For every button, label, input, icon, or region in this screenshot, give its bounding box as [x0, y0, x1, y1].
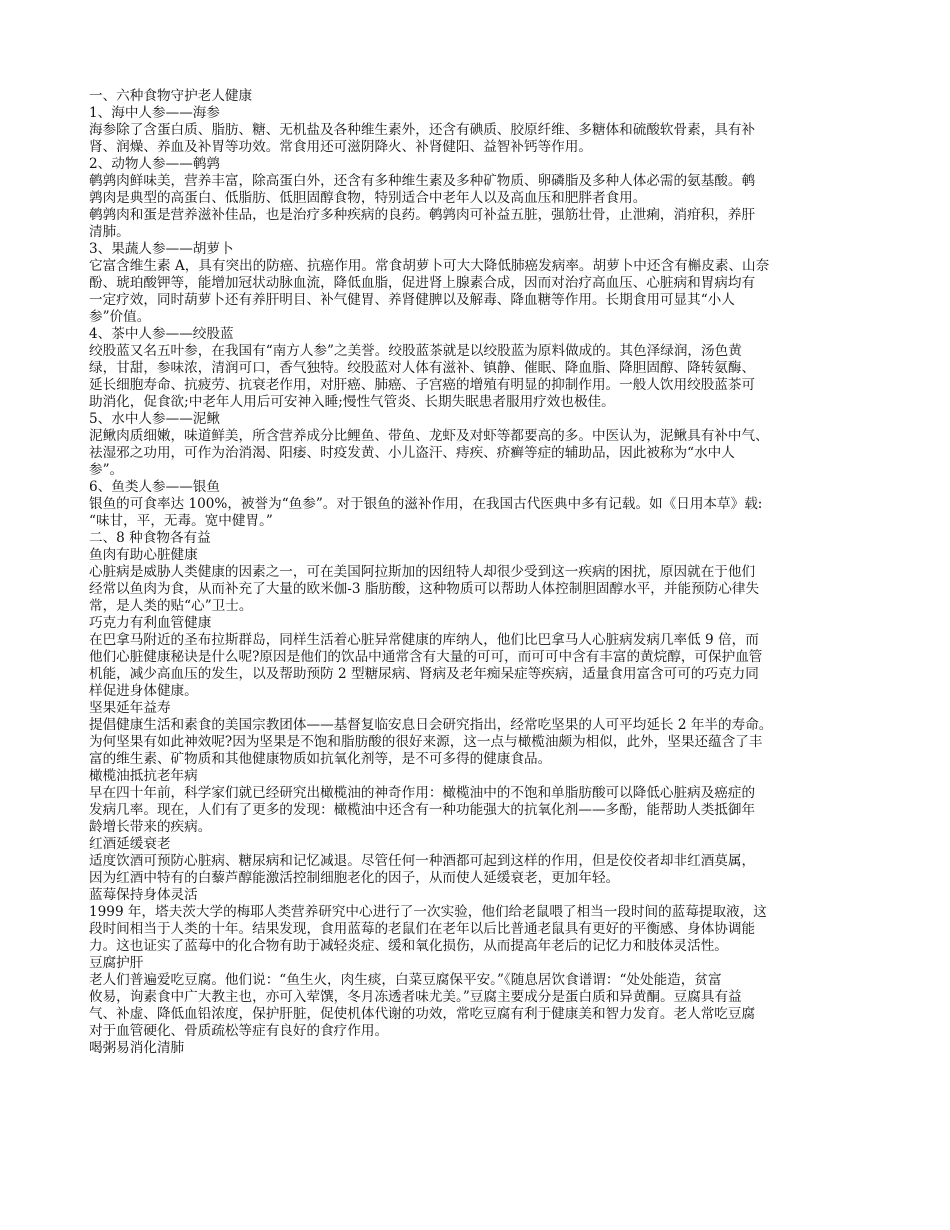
text-line: 3、果蔬人参——胡萝卜 [89, 241, 234, 257]
document-page [89, 88, 861, 1057]
text-line: 一定疗效，同时葫萝卜还有养肝明目、补气健胃、养肾健脾以及解毒、降血糖等作用。长期食用可显其“小人 [89, 292, 735, 308]
text-line: 参”。 [89, 462, 124, 478]
text-line: 它富含维生素 A，具有突出的防癌、抗癌作用。常食胡萝卜可大大降低肺癌发病率。胡萝卜中还含有槲皮素、山奈 [89, 258, 770, 274]
text-line: 助消化，促食欲;中老年人用后可安神入睡;慢性气管炎、长期失眠患者服用疗效也极佳。 [89, 394, 615, 410]
text-line: 红酒延缓衰老 [89, 836, 171, 852]
text-line: 祛湿邪之功用，可作为治消渴、阳痿、时疫发黄、小儿盗汗、痔疾、疥癣等症的辅助品，因此被称为“水中人 [89, 445, 735, 461]
text-line: 银鱼的可食率达 100%，被誉为“鱼参”。对于银鱼的滋补作用，在我国古代医典中多有记载。如《日用本草》载: [89, 496, 763, 512]
text-line: 鹌鹑肉鲜味美，营养丰富，除高蛋白外，还含有多种维生素及多种矿物质、卵磷脂及多种人体必需的氨基酸。鹌 [89, 173, 756, 189]
text-line: 绿，甘甜，参味浓，清润可口，香气独特。绞股蓝对人体有滋补、镇静、催眠、降血脂、降胆固醇、降转氨酶、 [89, 360, 756, 376]
text-line: 力。这也证实了蓝莓中的化合物有助于减轻炎症、缓和氧化损伤，从而提高年老后的记忆力和肢体灵活性。 [89, 938, 728, 954]
text-line: 4、茶中人参——绞股蓝 [89, 326, 234, 342]
text-line: 早在四十年前，科学家们就已经研究出橄榄油的神奇作用：橄榄油中的不饱和单脂肪酸可以降低心脏病及癌症的 [89, 785, 756, 801]
text-line: 老人们普遍爱吃豆腐。他们说：“鱼生火，肉生痰，白菜豆腐保平安。”《随息居饮食谱谓：“处处能造，贫富 [89, 972, 722, 988]
text-line: 适度饮酒可预防心脏病、糖尿病和记忆减退。尽管任何一种酒都可起到这样的作用，但是佼佼者却非红酒莫属， [89, 853, 756, 869]
text-line: 二、8 种食物各有益 [89, 530, 211, 546]
text-line: 提倡健康生活和素食的美国宗教团体——基督复临安息日会研究指出，经常吃坚果的人可平均延长 2 年半的寿命。 [89, 717, 773, 733]
text-line: 1、海中人参——海参 [89, 105, 220, 121]
text-line: 一、六种食物守护老人健康 [89, 88, 253, 104]
text-line: 肾、润燥、养血及补胃等功效。常食用还可滋阴降火、补肾健阳、益智补钙等作用。 [89, 139, 592, 155]
text-line: 鹌鹑肉和蛋是营养滋补佳品，也是治疗多种疾病的良药。鹌鹑肉可补益五脏，强筋壮骨，止泄痢，消疳积，养肝 [89, 207, 756, 223]
text-line: 坚果延年益寿 [89, 700, 171, 716]
text-line: 酚、琥珀酸钾等，能增加冠状动脉血流，降低血脂，促进肾上腺素合成，因而对治疗高血压、心脏病和胃病均有 [89, 275, 756, 291]
text-line: 心脏病是威胁人类健康的因素之一，可在美国阿拉斯加的因纽特人却很少受到这一疾病的困扰，原因就在于他们 [89, 564, 756, 580]
text-line: 为何坚果有如此神效呢?因为坚果是不饱和脂肪酸的很好来源，这一点与橄榄油颇为相似，此外，坚果还蕴含了丰 [89, 734, 763, 750]
text-line: 攸易，询素食中广大教主也，亦可入荤馔，冬月冻透者味尤美。”豆腐主要成分是蛋白质和异黄酮。豆腐具有益 [89, 989, 742, 1005]
text-line: 6、鱼类人参——银鱼 [89, 479, 220, 495]
text-line: 延长细胞寿命、抗疲劳、抗衰老作用，对肝癌、肺癌、子宫癌的增殖有明显的抑制作用。一般人饮用绞股蓝茶可 [89, 377, 756, 393]
text-line: 段时间相当于人类的十年。结果发现，食用蓝莓的老鼠们在老年以后比普通老鼠具有更好的平衡感、身体协调能 [89, 921, 756, 937]
text-line: 富的维生素、矿物质和其他健康物质如抗氧化剂等，是不可多得的健康食品。 [89, 751, 552, 767]
text-line: 他们心脏健康秘诀是什么呢?原因是他们的饮品中通常含有大量的可可，而可可中含有丰富的黄烷醇，可保护血管 [89, 649, 763, 665]
text-line: 龄增长带来的疾病。 [89, 819, 212, 835]
text-line: 因为红酒中特有的白藜芦醇能激活控制细胞老化的因子，从而使人延缓衰老，更加年轻。 [89, 870, 620, 886]
text-line: 气、补虚、降低血铅浓度，保护肝脏，促使机体代谢的功效，常吃豆腐有利于健康美和智力发育。老人常吃豆腐 [89, 1006, 756, 1022]
text-line: 参”价值。 [89, 309, 151, 325]
text-line: 鹑肉是典型的高蛋白、低脂肪、低胆固醇食物，特别适合中老年人以及高血压和肥胖者食用。 [89, 190, 647, 206]
text-line: “味甘，平，无毒。宽中健胃。” [89, 513, 273, 529]
text-line: 蓝莓保持身体灵活 [89, 887, 198, 903]
text-line: 样促进身体健康。 [89, 683, 198, 699]
text-line: 2、动物人参——鹌鹑 [89, 156, 220, 172]
text-line: 橄榄油抵抗老年病 [89, 768, 198, 784]
text-line: 经常以鱼肉为食，从而补充了大量的欧米伽-3 脂肪酸，这种物质可以帮助人体控制胆固醇水平，并能预防心律失 [89, 581, 760, 597]
text-line: 发病几率。现在，人们有了更多的发现：橄榄油中还含有一种功能强大的抗氧化剂——多酚，能帮助人类抵御年 [89, 802, 756, 818]
text-line: 喝粥易消化清肺 [89, 1040, 185, 1056]
text-line: 在巴拿马附近的圣布拉斯群岛，同样生活着心脏异常健康的库纳人，他们比巴拿马人心脏病发病几率低 9 倍，而 [89, 632, 759, 648]
text-line: 绞股蓝又名五叶参，在我国有“南方人参”之美誉。绞股蓝茶就是以绞股蓝为原料做成的。其色泽绿润，汤色黄 [89, 343, 742, 359]
text-line: 泥鳅肉质细嫩，味道鲜美，所含营养成分比鲤鱼、带鱼、龙虾及对虾等都要高的多。中医认为，泥鳅具有补中气、 [89, 428, 769, 444]
text-line: 对于血管硬化、骨质疏松等症有良好的食疗作用。 [89, 1023, 389, 1039]
text-line: 5、水中人参——泥鳅 [89, 411, 220, 427]
text-line: 巧克力有利血管健康 [89, 615, 212, 631]
text-line: 清肺。 [89, 224, 130, 240]
text-line: 常，是人类的贴“心”卫士。 [89, 598, 253, 614]
text-line: 海参除了含蛋白质、脂肪、糖、无机盐及各种维生素外，还含有碘质、胶原纤维、多糖体和硫酸软骨素，具有补 [89, 122, 756, 138]
text-line: 1999 年，塔夫茨大学的梅耶人类营养研究中心进行了一次实验，他们给老鼠喂了相当一段时间的蓝莓提取液，这 [89, 904, 767, 920]
text-line: 豆腐护肝 [89, 955, 144, 971]
text-line: 机能，减少高血压的发生，以及帮助预防 2 型糖尿病、肾病及老年痴呆症等疾病，适量食用富含可可的巧克力同 [89, 666, 759, 682]
text-line: 鱼肉有助心脏健康 [89, 547, 198, 563]
